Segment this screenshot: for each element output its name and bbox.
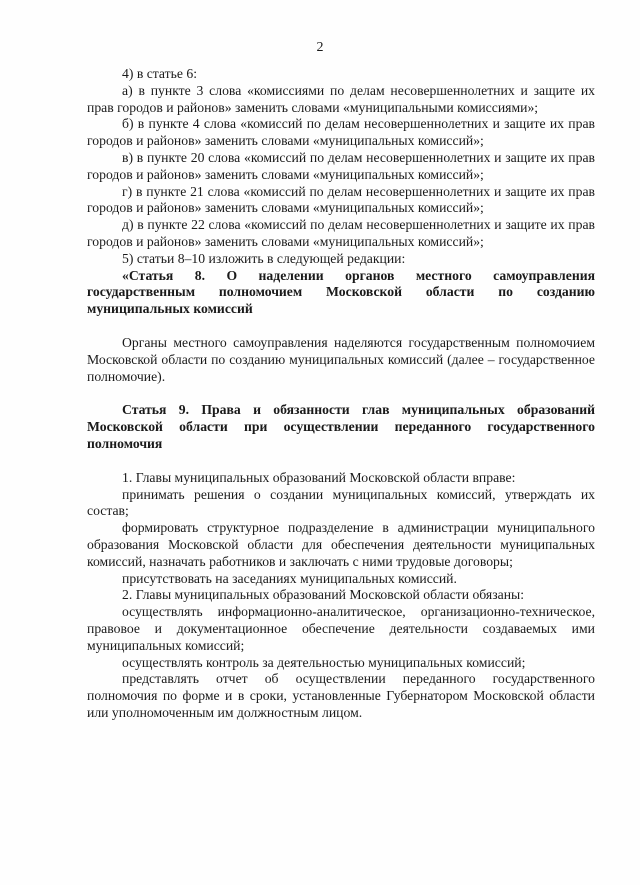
article-8-text: Органы местного самоуправления наделяются государственным полномочием Московской области по созданию муниципальных комиссий (далее – государственное полномочие). xyxy=(87,334,595,384)
page-number: 2 xyxy=(316,40,324,55)
spacer xyxy=(87,453,595,470)
article-9-heading: Статья 9. Права и обязанности глав муниципальных образований Московской области при осуществлении переданного государственного полномочия xyxy=(87,402,595,451)
article-9-part-2-item: представлять отчет об осуществлении переданного государственного полномочия по форме и в сроки, установленные Губернатором Московской области или уполномоченным им должностным лицом. xyxy=(87,671,595,720)
article-9-part-1: 1. Главы муниципальных образований Московской области вправе: xyxy=(122,469,516,485)
paragraph-subitem-g: г) в пункте 21 слова «комиссий по делам несовершеннолетних и защите их прав городов и районов» заменить словами «муниципальных комиссий»; xyxy=(87,183,595,216)
paragraph-item-4: 4) в статье 6: xyxy=(122,66,198,81)
article-9-part-1-item: принимать решения о создании муниципальных комиссий, утверждать их состав; xyxy=(87,486,595,519)
paragraph-subitem-v: в) в пункте 20 слова «комиссий по делам несовершеннолетних и защите их прав городов и районов» заменить словами «муниципальных комиссий»; xyxy=(87,149,595,182)
article-9-part-2-item: осуществлять информационно-аналитическое, организационно-техническое, правовое и документационное обеспечение деятельности создаваемых ими муниципальных комиссий; xyxy=(87,604,595,653)
paragraph-subitem-d: д) в пункте 22 слова «комиссий по делам несовершеннолетних и защите их прав городов и районов» заменить словами «муниципальных комиссий»; xyxy=(87,217,595,249)
article-8-heading: «Статья 8. О наделении органов местного самоуправления государственным полномочием Московской области по созданию муниципальных комиссий xyxy=(87,267,595,317)
paragraph-item-5: 5) статьи 8–10 изложить в следующей редакции: xyxy=(122,250,406,266)
article-9-part-1-item: формировать структурное подразделение в администрации муниципального образования Московской области для обеспечения деятельности муниципальных комиссий, назначать работников и заключать с ними трудовые договоры; xyxy=(87,520,595,569)
article-9-part-2-item: осуществлять контроль за деятельностью муниципальных комиссий; xyxy=(122,654,526,670)
document-body xyxy=(87,66,595,722)
paragraph-subitem-b: б) в пункте 4 слова «комиссий по делам несовершеннолетних и защите их прав городов и районов» заменить словами «муниципальных комиссий»; xyxy=(87,116,595,149)
paragraph-subitem-a: а) в пункте 3 слова «комиссиями по делам несовершеннолетних и защите их прав городов и районов» заменить словами «муниципальными комиссиями»; xyxy=(87,82,595,115)
article-9-part-1-item: присутствовать на заседаниях муниципальных комиссий. xyxy=(122,570,457,586)
spacer xyxy=(87,318,595,335)
article-9-part-2: 2. Главы муниципальных образований Московской области обязаны: xyxy=(122,587,525,603)
spacer xyxy=(87,385,595,402)
